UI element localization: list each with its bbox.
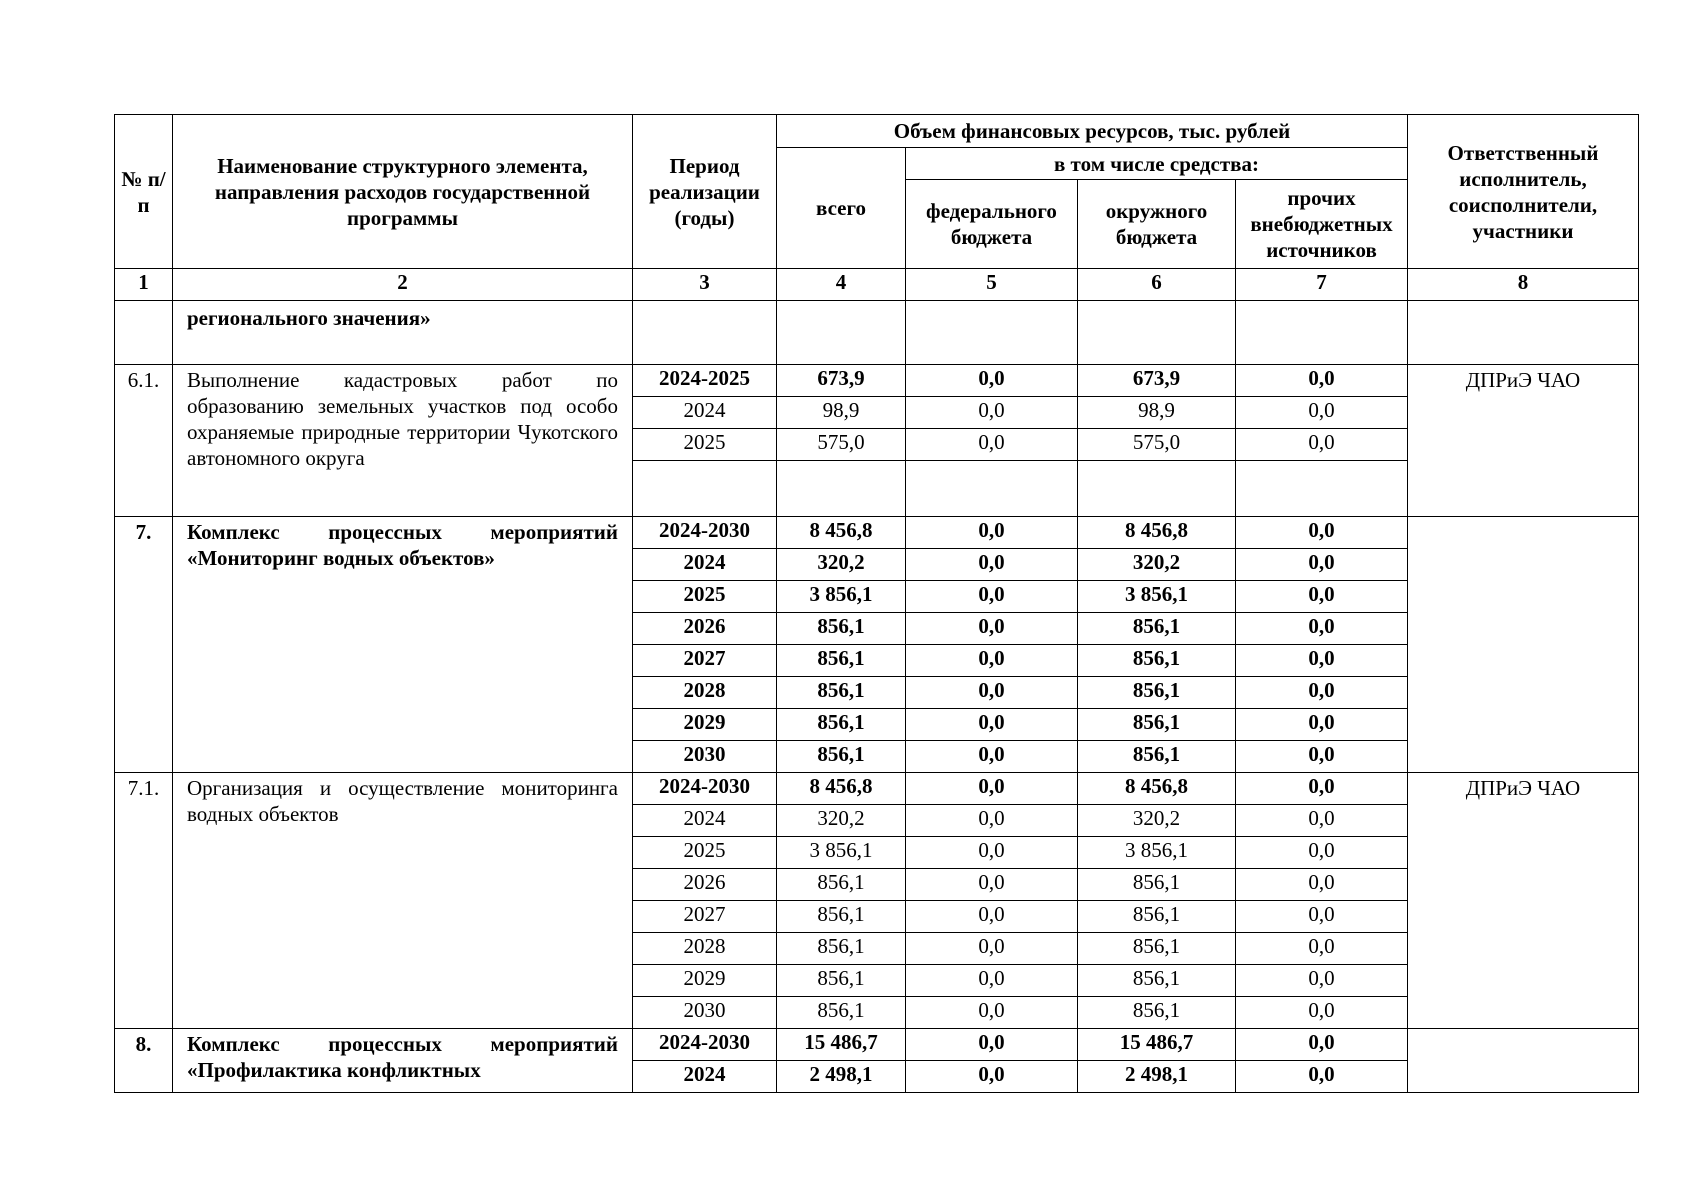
cell-total: 856,1 xyxy=(777,933,906,965)
empty-cell xyxy=(633,461,777,517)
responsible-executor: ДПРиЭ ЧАО xyxy=(1408,365,1639,517)
cell-district: 320,2 xyxy=(1078,805,1236,837)
cell-federal: 0,0 xyxy=(906,429,1078,461)
cell-period: 2025 xyxy=(633,837,777,869)
cell-other: 0,0 xyxy=(1236,517,1408,549)
financing-table xyxy=(114,114,1639,1093)
cell-federal: 0,0 xyxy=(906,613,1078,645)
cell-period: 2024-2030 xyxy=(633,773,777,805)
cell-other: 0,0 xyxy=(1236,365,1408,397)
cell-district: 320,2 xyxy=(1078,549,1236,581)
cell-total: 320,2 xyxy=(777,805,906,837)
cell-federal: 0,0 xyxy=(906,965,1078,997)
cell-district: 575,0 xyxy=(1078,429,1236,461)
item-name: Комплекс процессных мероприятий «Профилактика конфликтных xyxy=(173,1029,633,1093)
cell-total: 3 856,1 xyxy=(777,837,906,869)
cell-other: 0,0 xyxy=(1236,581,1408,613)
cell-federal: 0,0 xyxy=(906,997,1078,1029)
empty-cell xyxy=(1078,461,1236,517)
item-number: 6.1. xyxy=(115,365,173,517)
responsible-executor xyxy=(1408,1029,1639,1093)
table-row xyxy=(115,517,1639,549)
cell-federal: 0,0 xyxy=(906,517,1078,549)
cell-federal: 0,0 xyxy=(906,1061,1078,1093)
cell-federal: 0,0 xyxy=(906,549,1078,581)
cell-federal: 0,0 xyxy=(906,933,1078,965)
cell-federal: 0,0 xyxy=(906,645,1078,677)
header-federal: федерального бюджета xyxy=(906,180,1078,269)
cell-period: 2024-2030 xyxy=(633,517,777,549)
cell-total: 856,1 xyxy=(777,645,906,677)
cell-other: 0,0 xyxy=(1236,677,1408,709)
cell-district: 2 498,1 xyxy=(1078,1061,1236,1093)
cell-district: 856,1 xyxy=(1078,709,1236,741)
empty-cell xyxy=(906,301,1078,365)
cell-district: 98,9 xyxy=(1078,397,1236,429)
cell-federal: 0,0 xyxy=(906,837,1078,869)
cell-other: 0,0 xyxy=(1236,429,1408,461)
cell-total: 856,1 xyxy=(777,965,906,997)
empty-cell xyxy=(906,461,1078,517)
cell-other: 0,0 xyxy=(1236,805,1408,837)
cell-total: 856,1 xyxy=(777,869,906,901)
header-period: Период реализации (годы) xyxy=(633,115,777,269)
cell-district: 856,1 xyxy=(1078,677,1236,709)
cell-district: 3 856,1 xyxy=(1078,837,1236,869)
cell-other: 0,0 xyxy=(1236,933,1408,965)
cell-period: 2030 xyxy=(633,997,777,1029)
cell-period: 2027 xyxy=(633,901,777,933)
cell-total: 673,9 xyxy=(777,365,906,397)
cell-total: 8 456,8 xyxy=(777,773,906,805)
cell-total: 575,0 xyxy=(777,429,906,461)
cell-period: 2024 xyxy=(633,1061,777,1093)
header-total: всего xyxy=(777,148,906,269)
col-number: 6 xyxy=(1078,269,1236,301)
cell-other: 0,0 xyxy=(1236,997,1408,1029)
header-other: прочих внебюджетных источников xyxy=(1236,180,1408,269)
cell-period: 2024 xyxy=(633,397,777,429)
item-number: 7. xyxy=(115,517,173,773)
col-number: 5 xyxy=(906,269,1078,301)
cell-period: 2024 xyxy=(633,805,777,837)
cell-other: 0,0 xyxy=(1236,901,1408,933)
cell-other: 0,0 xyxy=(1236,741,1408,773)
cell-federal: 0,0 xyxy=(906,805,1078,837)
cell-district: 856,1 xyxy=(1078,997,1236,1029)
cell-period: 2026 xyxy=(633,613,777,645)
empty-cell xyxy=(633,301,777,365)
cell-federal: 0,0 xyxy=(906,869,1078,901)
table-row xyxy=(115,365,1639,397)
cell-period: 2029 xyxy=(633,709,777,741)
cell-other: 0,0 xyxy=(1236,837,1408,869)
cell-federal: 0,0 xyxy=(906,365,1078,397)
cell-district: 15 486,7 xyxy=(1078,1029,1236,1061)
item-name: Комплекс процессных мероприятий «Мониторинг водных объектов» xyxy=(173,517,633,773)
cell-other: 0,0 xyxy=(1236,549,1408,581)
cell-district: 3 856,1 xyxy=(1078,581,1236,613)
cell-period: 2028 xyxy=(633,677,777,709)
cell-other: 0,0 xyxy=(1236,613,1408,645)
col-number: 1 xyxy=(115,269,173,301)
cell-period: 2030 xyxy=(633,741,777,773)
table-row xyxy=(115,1029,1639,1061)
cell-district: 8 456,8 xyxy=(1078,773,1236,805)
cell-other: 0,0 xyxy=(1236,965,1408,997)
cell-period: 2024 xyxy=(633,549,777,581)
cell-total: 856,1 xyxy=(777,741,906,773)
col-number: 7 xyxy=(1236,269,1408,301)
continuation-row xyxy=(115,301,1639,365)
cell-district: 856,1 xyxy=(1078,741,1236,773)
cell-period: 2027 xyxy=(633,645,777,677)
cell-total: 2 498,1 xyxy=(777,1061,906,1093)
cell-total: 320,2 xyxy=(777,549,906,581)
cell-total: 98,9 xyxy=(777,397,906,429)
cell-period: 2029 xyxy=(633,965,777,997)
cell-federal: 0,0 xyxy=(906,709,1078,741)
col-number: 4 xyxy=(777,269,906,301)
table-row xyxy=(115,773,1639,805)
empty-cell xyxy=(777,461,906,517)
item-name: Организация и осуществление мониторинга водных объектов xyxy=(173,773,633,1029)
cell-other: 0,0 xyxy=(1236,1061,1408,1093)
cell-total: 856,1 xyxy=(777,677,906,709)
empty-cell xyxy=(777,301,906,365)
empty-cell xyxy=(115,301,173,365)
cell-federal: 0,0 xyxy=(906,397,1078,429)
col-number: 8 xyxy=(1408,269,1639,301)
header-responsible: Ответственный исполнитель, соисполнители, участники xyxy=(1408,115,1639,269)
cell-total: 8 456,8 xyxy=(777,517,906,549)
header-num: № п/п xyxy=(115,115,173,269)
cell-period: 2025 xyxy=(633,429,777,461)
empty-cell xyxy=(1078,301,1236,365)
cell-period: 2026 xyxy=(633,869,777,901)
cell-federal: 0,0 xyxy=(906,677,1078,709)
cell-period: 2025 xyxy=(633,581,777,613)
item-number: 8. xyxy=(115,1029,173,1093)
continuation-text: регионального значения» xyxy=(173,301,633,365)
column-number-row xyxy=(115,269,1639,301)
cell-district: 856,1 xyxy=(1078,645,1236,677)
header-incl: в том числе средства: xyxy=(906,148,1408,180)
empty-cell xyxy=(1236,301,1408,365)
cell-district: 856,1 xyxy=(1078,933,1236,965)
header-volume: Объем финансовых ресурсов, тыс. рублей xyxy=(777,115,1408,148)
cell-total: 856,1 xyxy=(777,901,906,933)
cell-federal: 0,0 xyxy=(906,581,1078,613)
cell-total: 15 486,7 xyxy=(777,1029,906,1061)
cell-district: 8 456,8 xyxy=(1078,517,1236,549)
item-name: Выполнение кадастровых работ по образованию земельных участков под особо охраняемые природные территории Чукотского автономного округа xyxy=(173,365,633,517)
header-name: Наименование структурного элемента, направления расходов государственной программы xyxy=(173,115,633,269)
cell-total: 856,1 xyxy=(777,997,906,1029)
col-number: 3 xyxy=(633,269,777,301)
cell-federal: 0,0 xyxy=(906,901,1078,933)
cell-federal: 0,0 xyxy=(906,773,1078,805)
cell-federal: 0,0 xyxy=(906,741,1078,773)
cell-other: 0,0 xyxy=(1236,869,1408,901)
responsible-executor: ДПРиЭ ЧАО xyxy=(1408,773,1639,1029)
cell-district: 673,9 xyxy=(1078,365,1236,397)
cell-other: 0,0 xyxy=(1236,397,1408,429)
cell-period: 2024-2030 xyxy=(633,1029,777,1061)
cell-district: 856,1 xyxy=(1078,901,1236,933)
empty-cell xyxy=(1408,301,1639,365)
responsible-executor xyxy=(1408,517,1639,773)
col-number: 2 xyxy=(173,269,633,301)
cell-total: 856,1 xyxy=(777,709,906,741)
cell-other: 0,0 xyxy=(1236,645,1408,677)
cell-district: 856,1 xyxy=(1078,965,1236,997)
cell-other: 0,0 xyxy=(1236,773,1408,805)
cell-district: 856,1 xyxy=(1078,869,1236,901)
cell-period: 2028 xyxy=(633,933,777,965)
cell-total: 3 856,1 xyxy=(777,581,906,613)
cell-federal: 0,0 xyxy=(906,1029,1078,1061)
cell-district: 856,1 xyxy=(1078,613,1236,645)
empty-cell xyxy=(1236,461,1408,517)
cell-other: 0,0 xyxy=(1236,1029,1408,1061)
item-number: 7.1. xyxy=(115,773,173,1029)
cell-other: 0,0 xyxy=(1236,709,1408,741)
header-district: окружного бюджета xyxy=(1078,180,1236,269)
cell-total: 856,1 xyxy=(777,613,906,645)
cell-period: 2024-2025 xyxy=(633,365,777,397)
